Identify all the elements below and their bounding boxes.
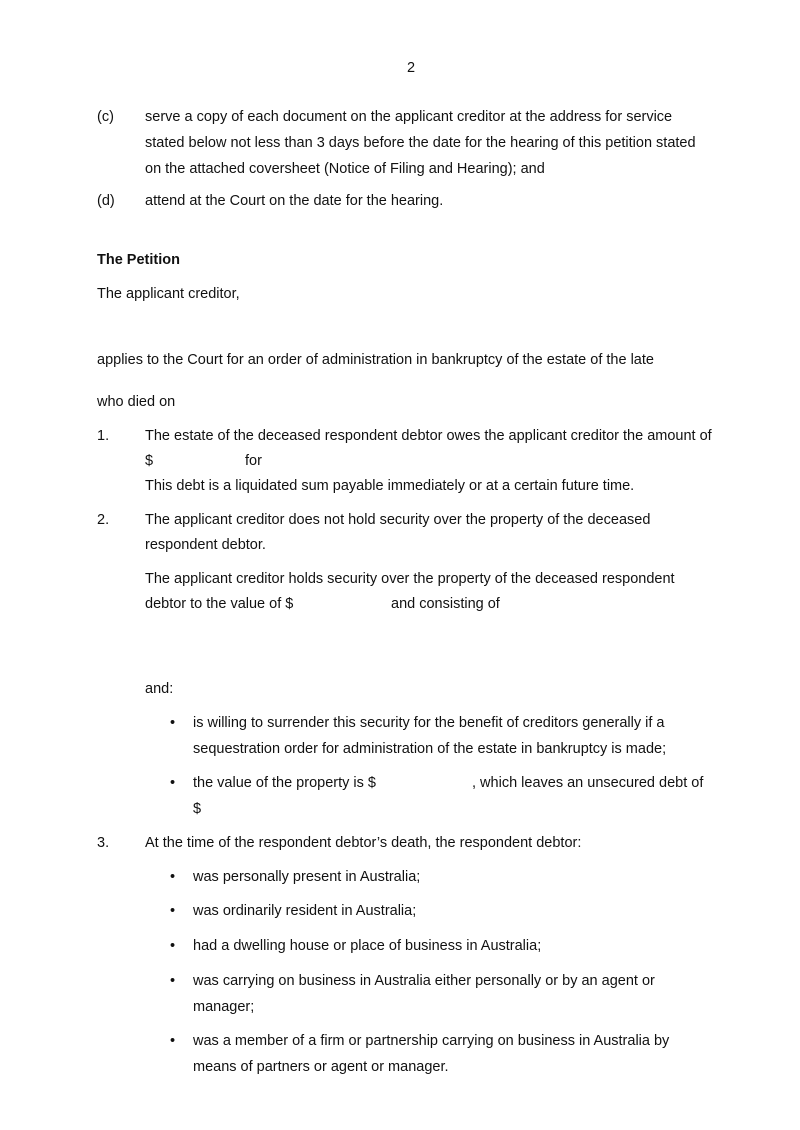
para-number-1: 1. (97, 428, 110, 444)
applies-line: applies to the Court for an order of administration in bankruptcy of the estate of the late (97, 352, 654, 368)
bullet-dot: • (170, 903, 176, 919)
para1-line: The estate of the deceased respondent debtor owes the applicant creditor the amount of (145, 428, 712, 444)
para1-dollar: $ (145, 453, 154, 469)
item-c-line: serve a copy of each document on the applicant creditor at the address for service (145, 109, 673, 125)
item-d-text: attend at the Court on the date for the hearing. (145, 193, 444, 209)
para1-line: This debt is a liquidated sum payable immediately or at a certain future time. (145, 478, 635, 494)
bullet-dot: • (170, 973, 176, 989)
bullet-dot: • (170, 775, 176, 791)
bullet-dot: • (170, 1033, 176, 1049)
para2-line: debtor to the value of $ (145, 596, 294, 612)
bullet-line: had a dwelling house or place of business in Australia; (193, 938, 542, 954)
applicant-line: The applicant creditor, (97, 286, 240, 302)
bullet-line: $ (193, 801, 202, 817)
bullet-line: sequestration order for administration of the estate in bankruptcy is made; (193, 741, 667, 757)
para3-line: At the time of the respondent debtor’s death, the respondent debtor: (145, 835, 582, 851)
bullet-line: the value of the property is $ (193, 775, 376, 791)
para1-for: for (245, 453, 262, 469)
bullet-line: manager; (193, 999, 255, 1015)
bullet-dot: • (170, 938, 176, 954)
item-label-d: (d) (97, 193, 115, 209)
bullet-line: was personally present in Australia; (193, 869, 421, 885)
item-c-line: on the attached coversheet (Notice of Filing and Hearing); and (145, 161, 545, 177)
bullet-line: was a member of a firm or partnership carrying on business in Australia by (193, 1033, 670, 1049)
para2-line: and consisting of (391, 596, 500, 612)
bullet-dot: • (170, 869, 176, 885)
para2-line: respondent debtor. (145, 537, 266, 553)
para2-and: and: (145, 681, 174, 697)
bullet-dot: • (170, 715, 176, 731)
para2-line: The applicant creditor does not hold security over the property of the deceased (145, 512, 651, 528)
bullet-line: is willing to surrender this security for the benefit of creditors generally if a (193, 715, 665, 731)
bullet-line: means of partners or agent or manager. (193, 1059, 449, 1075)
died-line: who died on (97, 394, 176, 410)
para-number-3: 3. (97, 835, 110, 851)
item-label-c: (c) (97, 109, 114, 125)
page-number: 2 (406, 60, 416, 76)
para-number-2: 2. (97, 512, 110, 528)
bullet-line: , which leaves an unsecured debt of (472, 775, 704, 791)
bullet-line: was carrying on business in Australia either personally or by an agent or (193, 973, 655, 989)
para2-line: The applicant creditor holds security over the property of the deceased respondent (145, 571, 675, 587)
item-c-line: stated below not less than 3 days before the date for the hearing of this petition stated (145, 135, 696, 151)
bullet-line: was ordinarily resident in Australia; (193, 903, 417, 919)
section-heading: The Petition (97, 252, 180, 268)
